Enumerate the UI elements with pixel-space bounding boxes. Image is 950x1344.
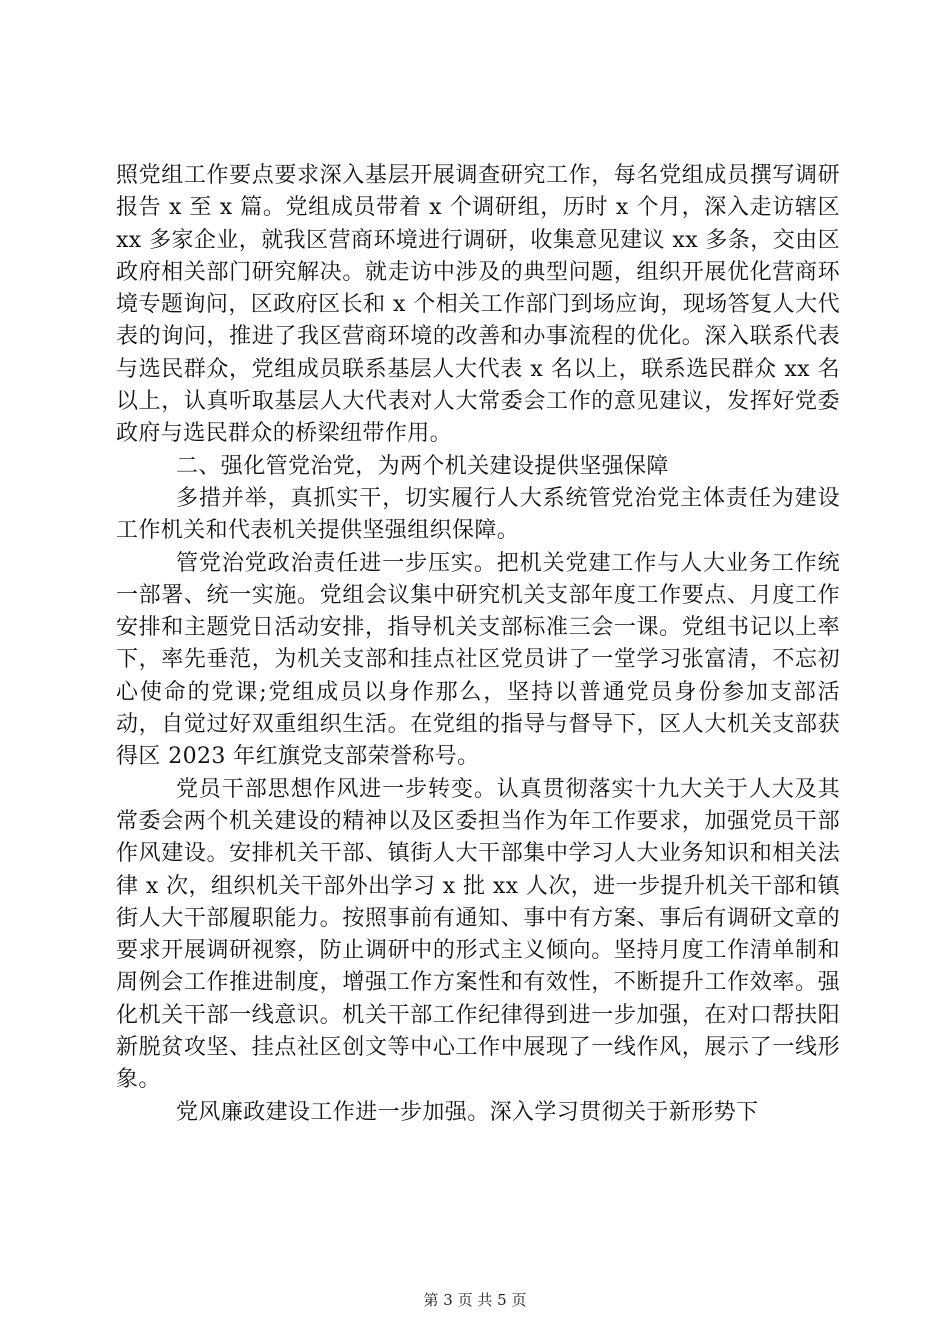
page-footer: 第 3 页 共 5 页 [423,1291,527,1309]
paragraph-work-style: 党员干部思想作风进一步转变。认真贯彻落实十九大关于人大及其常委会两个机关建设的精神以及区委担当作为年工作要求，加强党员干部作风建设。安排机关干部、镇街人大干部集中学习人大业务知识和相关法律 x 次，组织机关干部外出学习 x 批 xx 人次，进一步提升机关干部和镇街人大干部履职能力。按照事前有通知、事中有方案、事后有调研文章的要求开展调研视察，防止调研中的形式主义倾向。坚持月度工作清单制和周例会工作推进制度，增强工作方案性和有效性，不断提升工作效率。强化机关干部一线意识。机关干部工作纪律得到进一步加强，在对口帮扶阳新脱贫攻坚、挂点社区创文等中心工作中展现了一线作风，展示了一线形象。 [116,776,840,1093]
paragraph-intro-measures: 多措并举，真抓实干，切实履行人大系统管党治党主体责任为建设工作机关和代表机关提供坚强组织保障。 [116,485,840,544]
document-body [116,160,840,1129]
paragraph-integrity-building: 党风廉政建设工作进一步加强。深入学习贯彻关于新形势下 [176,1099,759,1125]
paragraph-political-responsibility: 管党治党政治责任进一步压实。把机关党建工作与人大业务工作统一部署、统一实施。党组会议集中研究机关支部年度工作要点、月度工作安排和主题党日活动安排，指导机关支部标准三会一课。党组书记以上率下，率先垂范，为机关支部和挂点社区党员讲了一堂学习张富清，不忘初心使命的党课;党组成员以身作那么，坚持以普通党员身份参加支部活动，自觉过好双重组织生活。在党组的指导与督导下，区人大机关支部获得区 2023 年红旗党支部荣誉称号。 [116,550,840,770]
section-heading-party-governance: 二、强化管党治党，为两个机关建设提供坚强保障 [176,453,669,479]
paragraph-survey-work: 照党组工作要点要求深入基层开展调查研究工作，每名党组成员撰写调研报告 x 至 x 篇。党组成员带着 x 个调研组，历时 x 个月，深入走访辖区 xx 多家企业，就我区营商环境进行调研，收集意见建议 xx 多条，交由区政府相关部门研究解决。就走访中涉及的典型问题，组织开展优化营商环境专题询问，区政府区长和 x 个相关工作部门到场应询，现场答复人大代表的询问，推进了我区营商环境的改善和办事流程的优化。深入联系代表与选民群众，党组成员联系基层人大代表 x 名以上，联系选民群众 xx 名以上，认真听取基层人大代表对人大常委会工作的意见建议，发挥好党委政府与选民群众的桥梁纽带作用。 [116,163,840,447]
